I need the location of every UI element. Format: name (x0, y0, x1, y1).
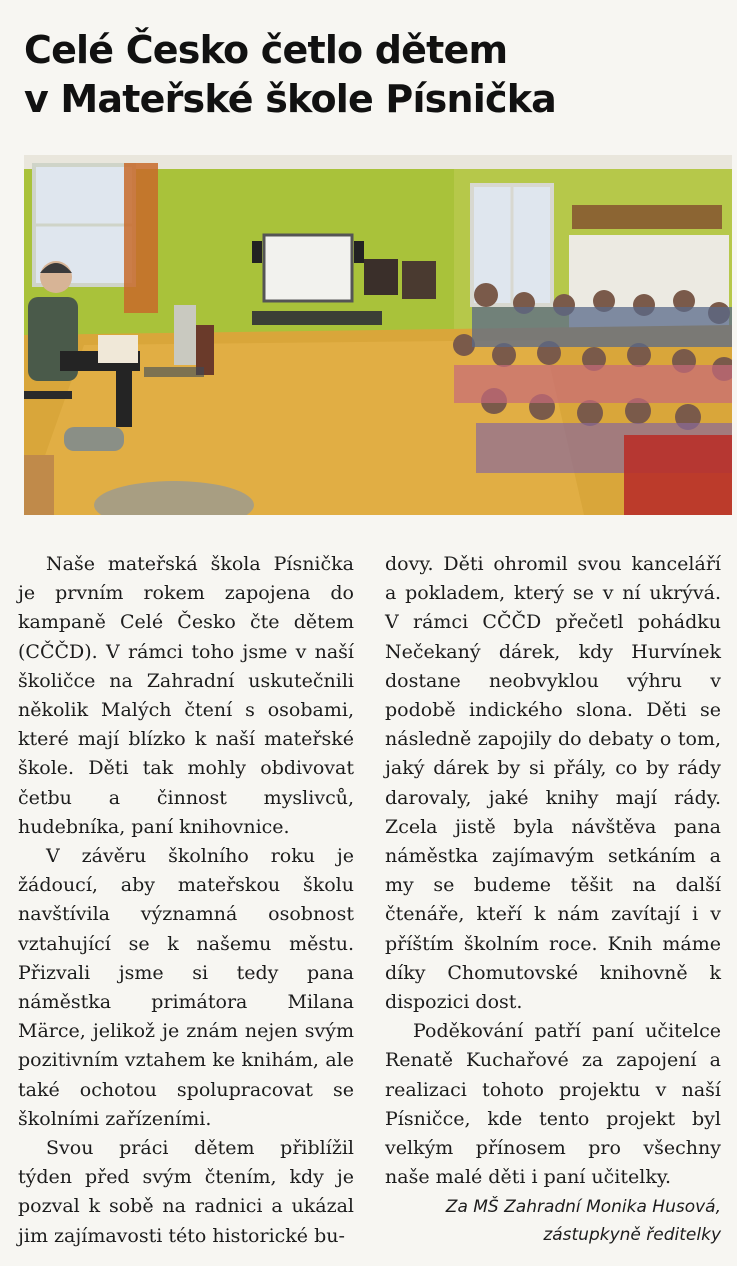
headline-line-2: v Mateřské škole Písnička (24, 77, 557, 121)
paragraph: Naše mateřská škola Písnička je prvním rokem zapojena do kampaně Celé Česko čte dětem (CČČD). V rámci toho jsme v naší školičce na Zahradní uskutečnili několik Malých čtení s osobami, které mají blízko k naší mateřské škole. Děti tak mohly obdivovat četbu a činnost myslivců, hudebníka, paní knihovnice. (18, 553, 354, 838)
signature-line-2: zástupkyně ředitelky (543, 1225, 721, 1246)
paragraph: dovy. Děti ohromil svou kanceláří a pokladem, který se v ní ukrývá. V rámci CČČD přečetl pohádku Nečekaný dárek, kdy Hurvínek dostane neobvyklou výhru v podobě indického slona. Děti se následně zapojily do debaty o tom, jaký dárek by si přály, co by rády darovaly, jaké knihy mají rády. Zcela jistě byla návštěva pana náměstka zajímavým setkáním a my se budeme těšit na další čtenáře, kteří k nám zavítají i v příštím školním roce. Knih máme díky Chomutovské knihovně k dispozici dost. (385, 553, 721, 1014)
headline-line-1: Celé Česko četlo dětem (24, 28, 508, 72)
author-signature (385, 1193, 721, 1249)
paragraph: V závěru školního roku je žádoucí, aby mateřskou školu navštívila významná osobnost vztahující se k našemu městu. Přizvali jsme si tedy pana náměstka primátora Milana Märce, jelikož je znám nejen svým pozitivním vztahem ke knihám, ale také ochotou spolupracovat se školními zařízeními. (18, 845, 354, 1130)
paragraph: Poděkování patří paní učitelce Renatě Kuchařové za zapojení a realizaci tohoto projektu v naší Písničce, kde tento projekt byl velkým přínosem pro všechny naše malé děti i paní učitelky. (385, 1020, 721, 1189)
classroom-reading-photo (24, 155, 732, 515)
signature-line-1: Za MŠ Zahradní Monika Husová, (445, 1197, 721, 1218)
article-headline (24, 26, 714, 124)
paragraph: Svou práci dětem přiblížil týden před svým čtením, kdy je pozval k sobě na radnici a ukázal jim zajímavosti této historické bu- (18, 1137, 354, 1247)
article-column-1 (18, 550, 354, 1251)
article-column-2 (385, 550, 721, 1249)
photo-illustration (24, 155, 732, 515)
